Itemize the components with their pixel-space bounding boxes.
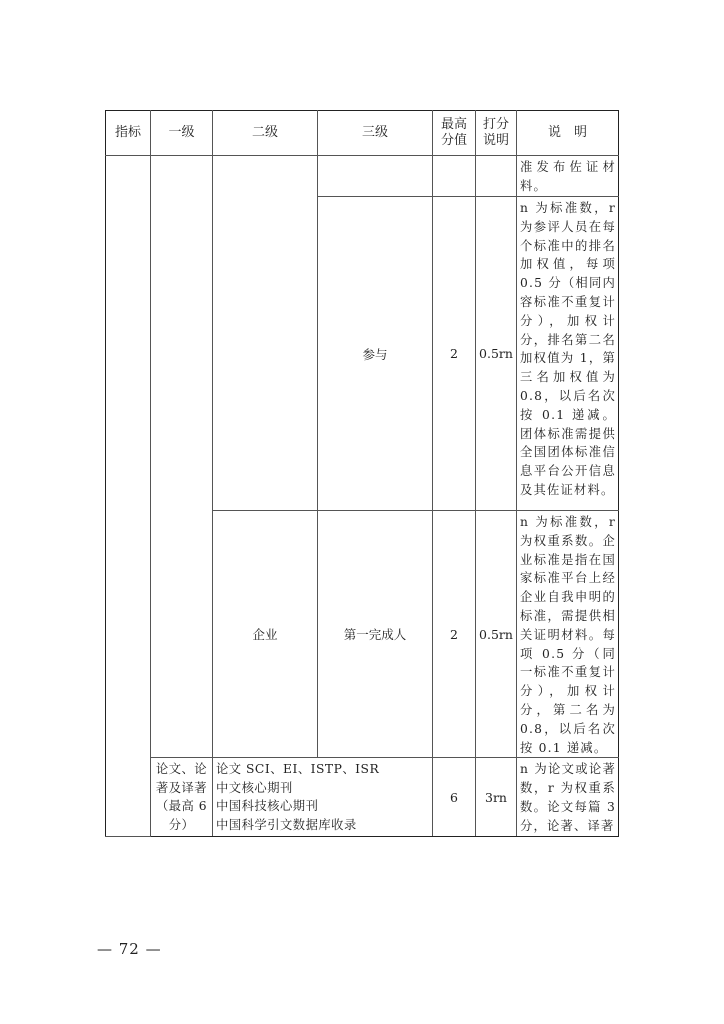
level2-list-cell: [213, 758, 433, 837]
description-cell: n 为标准数，r 为权重系数。企业标准是指在国家标准平台上经企业自我申明的标准，需提供相关证明材料。每项 0.5 分（同一标准不重复计分），加权计分，第二名为 0.8，以后名次按 0.1 递减。: [517, 511, 619, 758]
level3-cell: 第一完成人: [318, 511, 433, 758]
page-number: — 72 —: [97, 940, 162, 958]
level3-cell: 参与: [318, 197, 433, 511]
level2-list-item: 中文核心期刊: [216, 780, 293, 795]
header-description: 说 明: [517, 111, 619, 156]
level2-cell: 企业: [213, 511, 318, 758]
level2-list-item: 论文 SCI、EI、ISTP、ISR: [216, 762, 380, 777]
table-row: [106, 156, 619, 197]
indicator-cell: [106, 156, 151, 837]
header-indicator: 指标: [106, 111, 151, 156]
header-level1: 一级: [151, 111, 213, 156]
level2-cell: [213, 156, 318, 511]
level1-cell: 论文、论著及译著（最高 6 分）: [151, 758, 213, 837]
header-scoring: 打分说明: [476, 111, 517, 156]
max-score-cell: [433, 156, 476, 197]
header-max-score: 最高分值: [433, 111, 476, 156]
scoring-cell: 0.5rn: [476, 511, 517, 758]
level2-list-item: 中国科技核心期刊: [216, 799, 319, 814]
description-cell: 准发布佐证材料。: [517, 156, 619, 197]
scoring-cell: 0.5rn: [476, 197, 517, 511]
table-header-row: [106, 111, 619, 156]
header-level3: 三级: [318, 111, 433, 156]
level1-cell: [151, 156, 213, 758]
level3-cell: [318, 156, 433, 197]
max-score-cell: 2: [433, 511, 476, 758]
header-level2: 二级: [213, 111, 318, 156]
table-row: [106, 758, 619, 837]
scoring-criteria-table: [105, 110, 619, 837]
scoring-cell: 3rn: [476, 758, 517, 837]
level2-list-item: 中国科学引文数据库收录: [216, 817, 357, 832]
max-score-cell: 6: [433, 758, 476, 837]
max-score-cell: 2: [433, 197, 476, 511]
description-cell: n 为标准数，r 为参评人员在每个标准中的排名加权值，每项 0.5 分（相同内容标准不重复计分），加权计分，排名第二名加权值为 1，第三名加权值为 0.8，以后名次按 0.1 递减。团体标准需提供全国团体标准信息平台公开信息及其佐证材料。: [517, 197, 619, 511]
description-cell: n 为论文或论著数，r 为权重系数。论文每篇 3 分，论著、译著: [517, 758, 619, 837]
scoring-cell: [476, 156, 517, 197]
